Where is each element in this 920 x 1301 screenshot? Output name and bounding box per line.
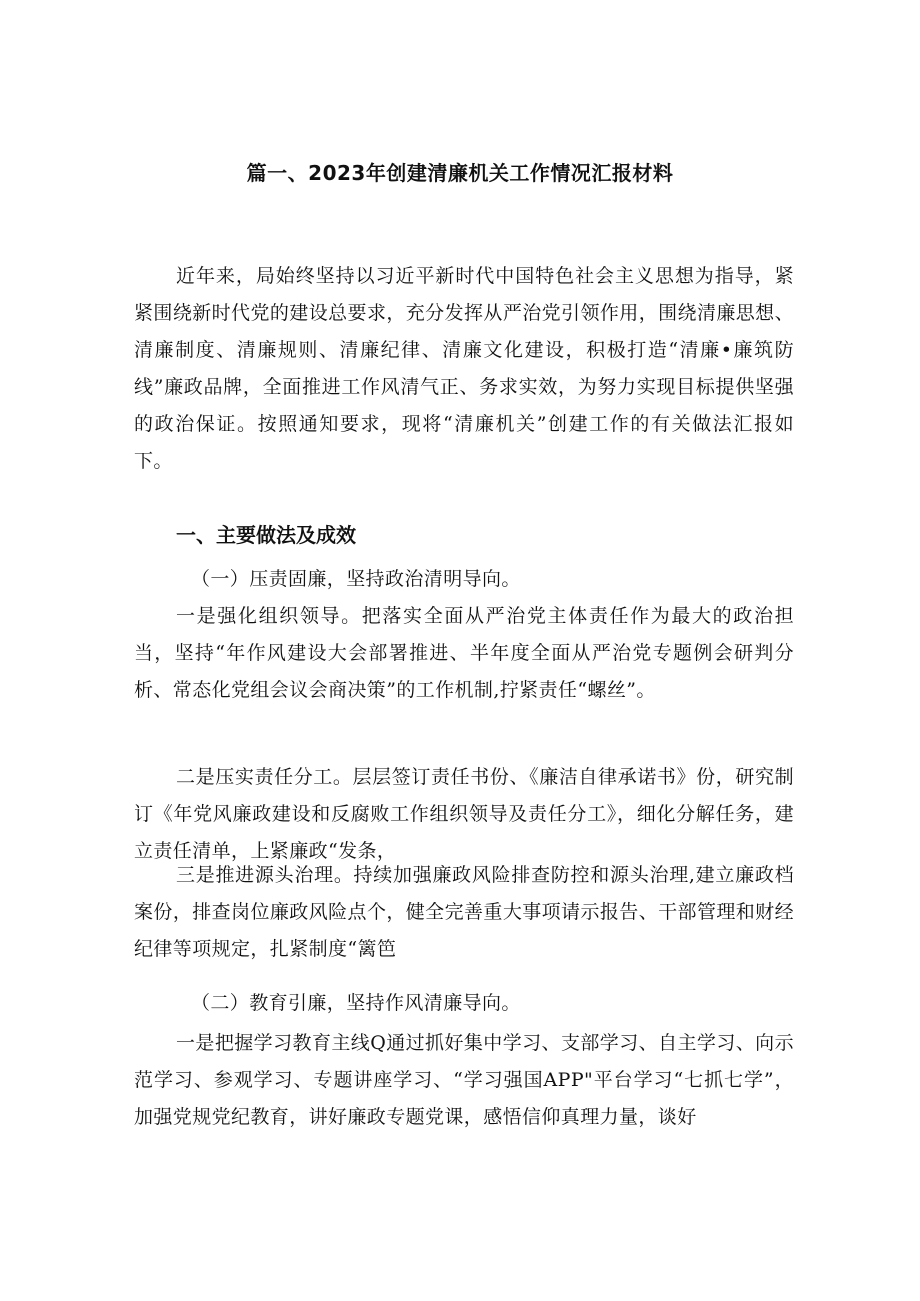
section-heading-main-practices: 一、主要做法及成效: [176, 523, 356, 547]
paragraph-study-education: 一是把握学习教育主线Q通过抓好集中学习、支部学习、自主学习、向示范学习、参观学习、专题讲座学习、“学习强国APP"平台学习“七抓七学”，加强党规党纪教育，讲好廉政专题党课，感悟信仰真理力量，谈好: [134, 1032, 794, 1128]
paragraph-responsibility-division: 二是压实责任分工。层层签订责任书份、《廉洁自律承诺书》份，研究制订《年党风廉政建设和反腐败工作组织领导及责任分工》，细化分解任务，建立责任清单，上紧廉政“发条，: [134, 766, 794, 862]
paragraph-organization-leadership: 一是强化组织领导。把落实全面从严治党主体责任作为最大的政治担当，坚持“年作风建设大会部署推进、半年度全面从严治党专题例会研判分析、常态化党组会议会商决策”的工作机制,拧紧责任“螺丝”。: [134, 605, 794, 701]
paragraph-source-governance: 三是推进源头治理。持续加强廉政风险排查防控和源头治理,建立廉政档案份，排查岗位廉政风险点个，健全完善重大事项请示报告、干部管理和财经纪律等项规定，扎紧制度“篱笆: [134, 864, 794, 960]
document-title: 篇一、2023年创建清廉机关工作情况汇报材料: [246, 161, 674, 185]
subsection-heading-1: （一）压责固廉，坚持政治清明导向。: [191, 568, 521, 590]
subsection-heading-2: （二）教育引廉，坚持作风清廉导向。: [191, 992, 521, 1014]
intro-paragraph: 近年来，局始终坚持以习近平新时代中国特色社会主义思想为指导，紧紧围绕新时代党的建设总要求，充分发挥从严治党引领作用，围绕清廉思想、清廉制度、清廉规则、清廉纪律、清廉文化建设，积极打造“清廉•廉筑防线”廉政品牌，全面推进工作风清气正、务求实效，为努力实现目标提供坚强的政治保证。按照通知要求，现将“清廉机关”创建工作的有关做法汇报如下。: [134, 265, 794, 472]
